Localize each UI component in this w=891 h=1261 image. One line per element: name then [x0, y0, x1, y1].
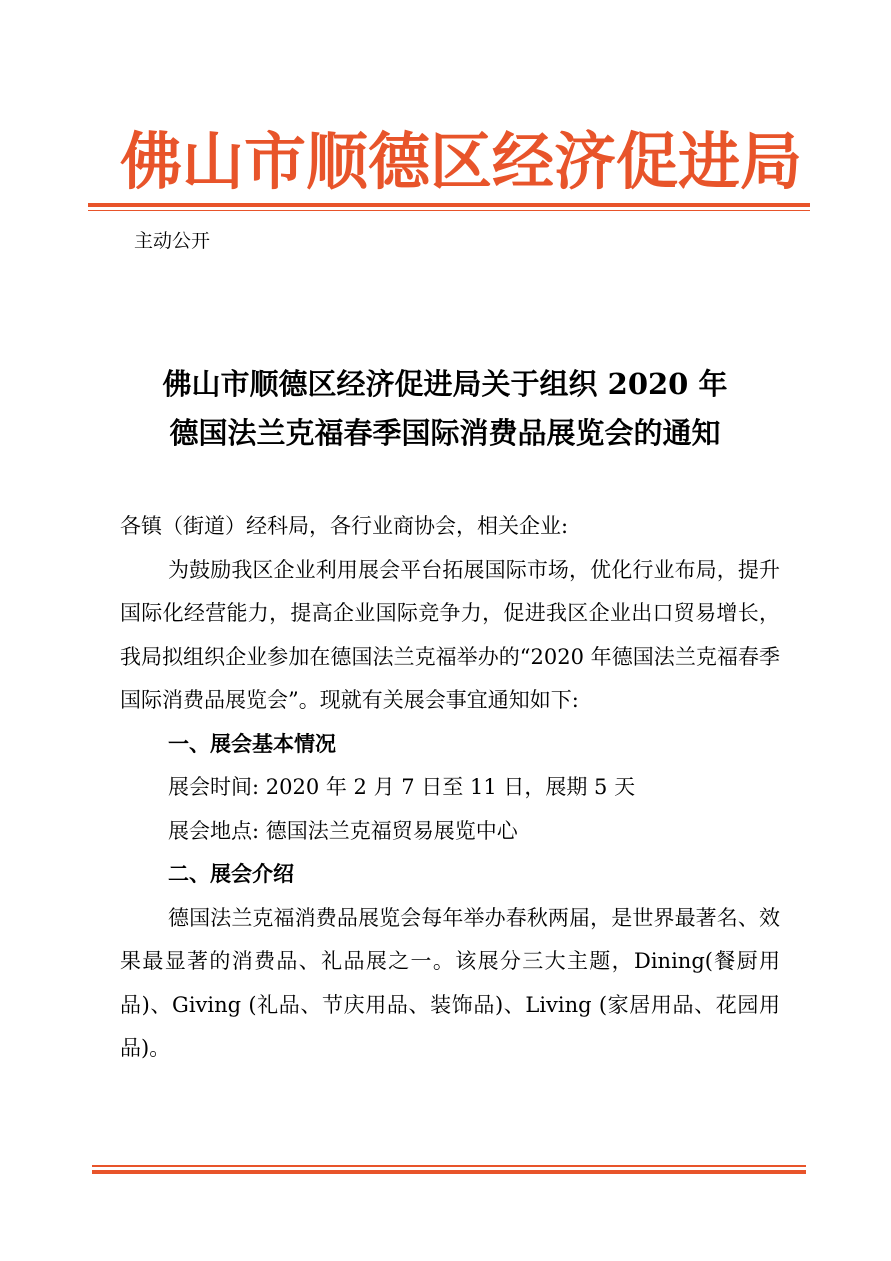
- letterhead-divider-thin: [88, 210, 810, 211]
- footer-divider-thin: [92, 1165, 806, 1167]
- document-body: [120, 505, 780, 1071]
- footer-divider-thick: [92, 1170, 806, 1174]
- document-title-line-1: 佛山市顺德区经济促进局关于组织 2020 年: [162, 367, 728, 401]
- section-heading-basic-info: 一、展会基本情况: [168, 731, 336, 756]
- document-title: [100, 360, 790, 458]
- document-title-line-2: 德国法兰克福春季国际消费品展览会的通知: [169, 416, 721, 450]
- salutation: 各镇（街道）经科局，各行业商协会，相关企业:: [120, 514, 569, 538]
- exhibition-time: 展会时间: 2020 年 2 月 7 日至 11 日，展期 5 天: [168, 775, 636, 799]
- exhibition-location: 展会地点: 德国法兰克福贸易展览中心: [168, 818, 518, 843]
- disclosure-label: 主动公开: [134, 230, 211, 252]
- section-heading-introduction: 二、展会介绍: [168, 862, 294, 886]
- letterhead-divider-thick: [88, 203, 810, 207]
- letterhead-org-name: 佛山市顺德区经济促进局: [120, 125, 803, 198]
- intro-paragraph: 为鼓励我区企业利用展会平台拓展国际市场，优化行业布局，提升国际化经营能力，提高企业国际竞争力，促进我区企业出口贸易增长，我局拟组织企业参加在德国法兰克福举办的“2020 年德国法兰克福春季国际消费品展览会”。现就有关展会事宜通知如下:: [120, 557, 780, 712]
- introduction-paragraph: 德国法兰克福消费品展览会每年举办春秋两届，是世界最著名、效果最显著的消费品、礼品展之一。该展分三大主题，Dining(餐厨用品)、Giving (礼品、节庆用品、装饰品)、Living (家居用品、花园用品)。: [120, 905, 780, 1060]
